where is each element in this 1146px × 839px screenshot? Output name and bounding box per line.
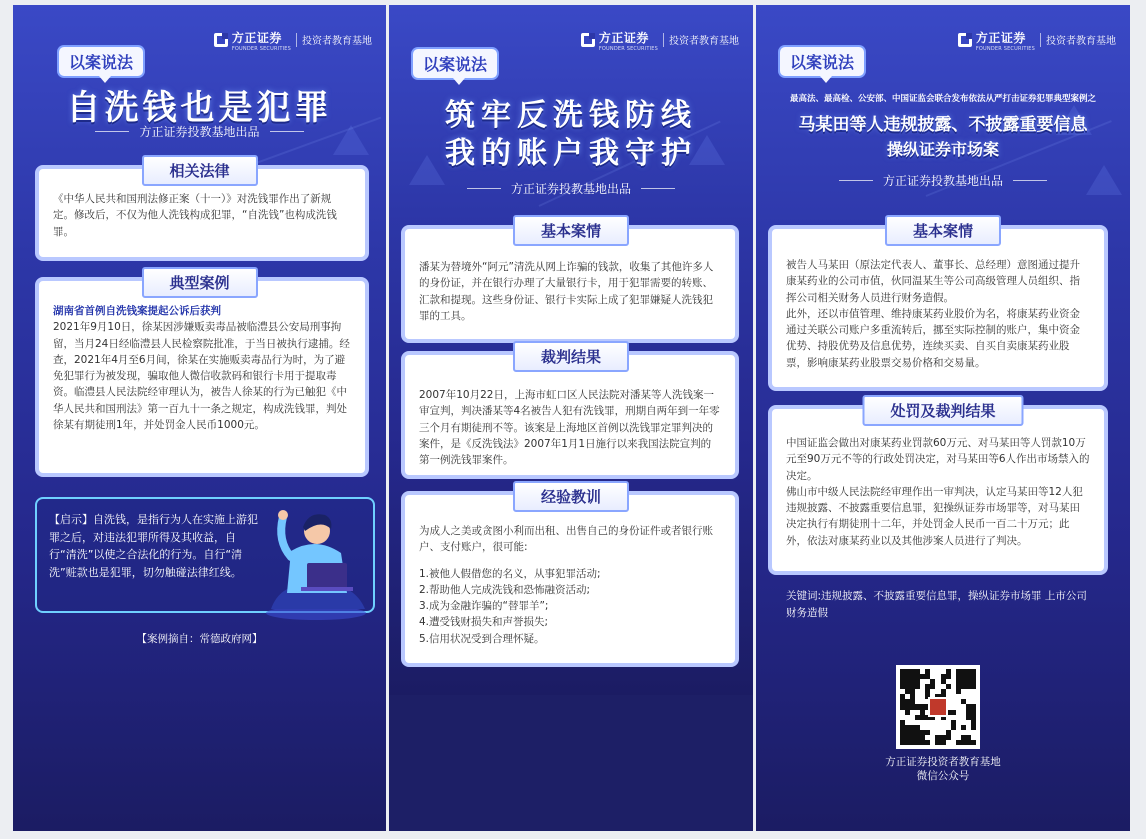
brand-sub: FOUNDER SECURITIES bbox=[231, 46, 291, 52]
lesson-item-4: 4.遭受钱财损失和声誉损失; bbox=[419, 616, 549, 629]
case-source: 【案例摘自：常德政府网】 bbox=[136, 633, 263, 645]
brand-separator bbox=[296, 33, 297, 47]
qr-caption-line-1: 方正证券投资者教育基地 bbox=[885, 756, 1001, 768]
lesson-intro: 为成人之美或贪图小利而出租、出售自己的身份证件或者银行账户、支付账户，很可能: bbox=[419, 525, 713, 554]
panel-securities-case bbox=[756, 5, 1130, 831]
title-line-1: 筑牢反洗钱防线 bbox=[445, 98, 697, 133]
lesson-item-1: 1.被他人假借您的名义，从事犯罪活动; bbox=[419, 567, 601, 580]
page-title: 自洗钱也是犯罪 bbox=[66, 88, 333, 128]
case-text: 2021年9月10日，徐某因涉嫌贩卖毒品被临澧县公安局刑事拘留，当月24日经临澧县人民检察院批准，于当日被执行逮捕。经查，2021年4月至6月间，徐某在实施贩卖毒品行为时，为了避免犯罪行为被发现，骗取他人微信收款码和银行卡用于提取毒资。临澧县人民法院经审理认为，被告人徐某的行为已触犯《中华人民共和国刑法》第一百九十一条之规定，构成洗钱罪，判处徐某有期徒刑1年，并处罚金人民币1000元。 bbox=[53, 321, 350, 431]
brand-separator bbox=[1040, 33, 1041, 47]
brand-logo bbox=[214, 27, 372, 52]
qr-code bbox=[896, 665, 980, 749]
basic-text-1: 被告人马某田（原法定代表人、董事长、总经理）意图通过提升康某药业的公司市值，伙同温某生等公司高级管理人员组织、指挥公司相关财务人员进行财务造假。 bbox=[786, 259, 1080, 304]
lesson-item-5: 5.信用状况受到合理怀疑。 bbox=[419, 632, 545, 645]
section-head-law: 相关法律 bbox=[141, 155, 257, 186]
brand-site: 投资者教育基地 bbox=[669, 36, 739, 47]
card-basic bbox=[768, 225, 1108, 391]
verdict-text: 2007年10月22日，上海市虹口区人民法院对潘某等人洗钱案一审宣判，判决潘某等4名被告人犯有洗钱罪，刑期自两年到一年零三个月有期徒刑不等。该案是上海地区首例以洗钱罪定罪判决的案件，是《反洗钱法》2007年1月1日施行以来我国法院宣判的第一例洗钱罪案件。 bbox=[419, 389, 720, 467]
brand-name: 方正证券 bbox=[231, 31, 282, 45]
qr-logo-icon bbox=[928, 697, 948, 717]
case-tag: 以案说法 bbox=[780, 47, 864, 76]
brand-site: 投资者教育基地 bbox=[302, 36, 372, 47]
section-head-verdict: 裁判结果 bbox=[513, 341, 629, 372]
penalty-text-2: 佛山市中级人民法院经审理作出一审判决，认定马某田等12人犯违规披露、不披露重要信息罪，犯操纵证券市场罪等，对马某田决定执行有期徒刑十二年，并处罚金人民币一百二十万元；此外，依法对康某药业以及其他涉案人员进行了判决。 bbox=[786, 485, 1083, 547]
section-head-basic: 基本案情 bbox=[885, 215, 1001, 246]
section-head-case: 典型案例 bbox=[141, 267, 257, 298]
page-title bbox=[389, 97, 753, 172]
qr-module bbox=[971, 740, 976, 745]
card-penalty bbox=[768, 405, 1108, 575]
card-case bbox=[35, 277, 369, 477]
brand-logo bbox=[958, 27, 1116, 52]
case-tag: 以案说法 bbox=[59, 47, 143, 76]
byline: 方正证券投教基地出品 bbox=[389, 180, 753, 197]
brand-logo-icon bbox=[581, 33, 595, 47]
penalty-text-1: 中国证监会做出对康某药业罚款60万元、对马某田等人罚款10万元至90万元不等的行政处罚决定，对马某田等6人作出市场禁入的决定。 bbox=[786, 437, 1090, 482]
panel-2-footer-band bbox=[389, 695, 753, 831]
page-title bbox=[756, 113, 1130, 161]
card-lesson bbox=[401, 491, 739, 667]
brand-logo-icon bbox=[958, 33, 972, 47]
title-line-1: 马某田等人违规披露、不披露重要信息 bbox=[798, 115, 1088, 135]
brand-name: 方正证券 bbox=[598, 31, 649, 45]
title-line-2: 我的账户我守护 bbox=[445, 135, 697, 171]
brand-sub: FOUNDER SECURITIES bbox=[598, 46, 658, 52]
tip-text: 【启示】自洗钱，是指行为人在实施上游犯罪之后，对违法犯罪所得及其收益，自行“清洗”以使之合法化的行为。自行“清洗”赃款也是犯罪，切勿触碰法律红线。 bbox=[49, 513, 258, 579]
brand-logo bbox=[581, 27, 739, 52]
brand-sub: FOUNDER SECURITIES bbox=[975, 46, 1035, 52]
case-tag: 以案说法 bbox=[413, 49, 497, 78]
brand-separator bbox=[663, 33, 664, 47]
section-head-lesson: 经验教训 bbox=[513, 481, 629, 512]
basic-text-2: 此外，还以市值管理、维持康某药业股价为名，将康某药业资金通过关联公司账户多重流转后，挪至实际控制的账户，集中资金优势、持股优势及信息优势，连续买卖、自买自卖康某药业股票，影响康某药业股票交易价格和交易量。 bbox=[786, 307, 1080, 369]
brand-logo-icon bbox=[214, 33, 228, 47]
keywords: 关键词:违规披露、不披露重要信息罪，操纵证券市场罪 上市公司财务造假 bbox=[786, 590, 1087, 619]
law-text: 《中华人民共和国刑法修正案（十一）》对洗钱罪作出了新规定。修改后，不仅为他人洗钱构成犯罪，“自洗钱”也构成洗钱罪。 bbox=[53, 193, 337, 238]
panel-anti-laundering bbox=[389, 5, 753, 695]
basic-text: 潘某为替境外“阿元”清洗从网上诈骗的钱款，收集了其他许多人的身份证，并在银行办理了大量银行卡，用于犯罪需要的转账、汇款和提现。这些身份证、银行卡实际上成了犯罪嫌疑人洗钱犯罪的工具。 bbox=[419, 261, 714, 322]
qr-caption bbox=[756, 755, 1130, 783]
case-title: 湖南省首例自洗钱案提起公诉后获判 bbox=[53, 305, 221, 317]
person-laptop-illustration bbox=[261, 501, 371, 621]
case-subtitle: 最高法、最高检、公安部、中国证监会联合发布依法从严打击证券犯罪典型案例之 bbox=[789, 94, 1096, 104]
lesson-item-3: 3.成为金融诈骗的“替罪羊”; bbox=[419, 600, 549, 613]
section-head-basic: 基本案情 bbox=[513, 215, 629, 246]
byline: 方正证券投教基地出品 bbox=[13, 123, 386, 140]
section-head-penalty: 处罚及裁判结果 bbox=[862, 395, 1023, 426]
panel-self-laundering bbox=[13, 5, 386, 831]
brand-name: 方正证券 bbox=[975, 31, 1026, 45]
lesson-item-2: 2.帮助他人完成洗钱和恐怖融资活动; bbox=[419, 583, 591, 596]
byline: 方正证券投教基地出品 bbox=[756, 172, 1130, 189]
qr-caption-line-2: 微信公众号 bbox=[916, 770, 970, 783]
brand-site: 投资者教育基地 bbox=[1046, 36, 1116, 47]
title-line-2: 操纵证券市场案 bbox=[886, 139, 999, 159]
